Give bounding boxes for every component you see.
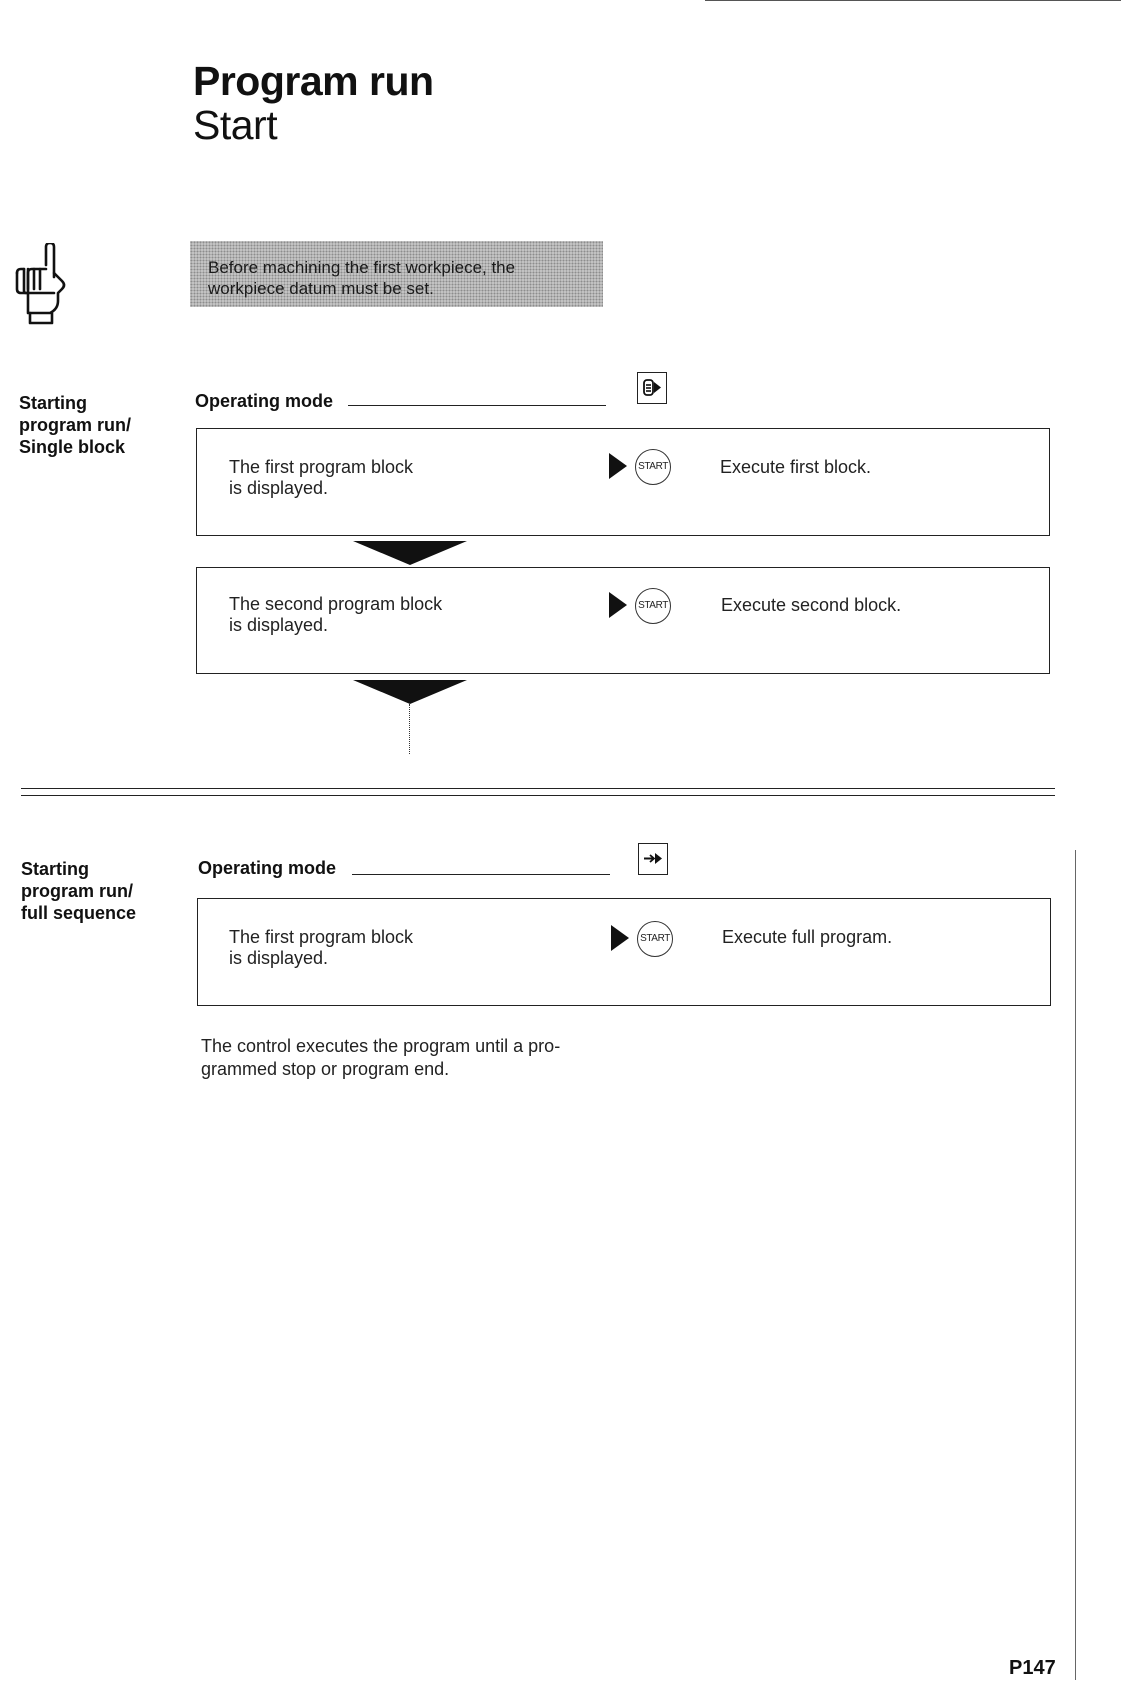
start-key-button[interactable]: START: [635, 449, 671, 485]
page-title: Program run: [193, 58, 434, 104]
play-arrow-icon: [609, 592, 627, 618]
side-label-line: program run/: [19, 415, 132, 435]
full-sequence-mode-icon[interactable]: [638, 843, 668, 875]
section-divider: [21, 795, 1055, 796]
flow-arrow-down-icon: [353, 680, 467, 704]
start-key-button[interactable]: START: [637, 921, 673, 957]
single-block-mode-icon[interactable]: [637, 372, 667, 404]
continuation-dots: [409, 704, 410, 754]
step-action: Execute full program.: [722, 927, 893, 947]
operating-mode-label: Operating mode: [198, 858, 337, 878]
page-number: P147: [1009, 1657, 1056, 1679]
note-line-1: Before machining the first workpiece, the: [208, 258, 516, 277]
operating-mode-line: [352, 874, 610, 875]
operating-mode-label: Operating mode: [195, 391, 334, 411]
operating-mode-line: [348, 405, 606, 406]
flow-arrow-down-icon: [353, 541, 467, 565]
step-text-line: is displayed.: [229, 615, 329, 635]
pointing-hand-icon: [14, 243, 80, 325]
single-block-mode-glyph: [638, 373, 665, 402]
step-text-line: is displayed.: [229, 478, 329, 498]
step-action: Execute second block.: [721, 595, 902, 615]
step-text-line: is displayed.: [229, 948, 329, 968]
play-arrow-icon: [611, 925, 629, 951]
side-label-line: Starting: [21, 859, 90, 879]
step-text: [229, 927, 413, 969]
side-label-line: program run/: [21, 881, 134, 901]
datum-warning-note: [190, 241, 603, 307]
section-divider: [21, 788, 1055, 789]
side-label-line: Starting: [19, 393, 88, 413]
step-text-line: The second program block: [229, 594, 443, 614]
margin-rule: [1075, 850, 1076, 1680]
step-text: [229, 594, 442, 636]
side-label-line: full sequence: [21, 903, 137, 923]
full-sequence-mode-glyph: [639, 844, 666, 873]
step-text-line: The first program block: [229, 457, 414, 477]
play-arrow-icon: [609, 453, 627, 479]
step-text-line: The first program block: [229, 927, 414, 947]
top-edge-rule: [705, 0, 1121, 1]
side-label-single-block: [19, 392, 131, 458]
full-sequence-description: [201, 1035, 560, 1081]
side-label-full-sequence: [21, 858, 136, 924]
description-line: The control executes the program until a pro-: [201, 1036, 561, 1056]
side-label-line: Single block: [19, 437, 126, 457]
page-subtitle: Start: [193, 102, 278, 148]
description-line: grammed stop or program end.: [201, 1059, 450, 1079]
note-line-2: workpiece datum must be set.: [208, 279, 434, 298]
step-action: Execute first block.: [720, 457, 872, 477]
step-text: [229, 457, 413, 499]
start-key-button[interactable]: START: [635, 588, 671, 624]
